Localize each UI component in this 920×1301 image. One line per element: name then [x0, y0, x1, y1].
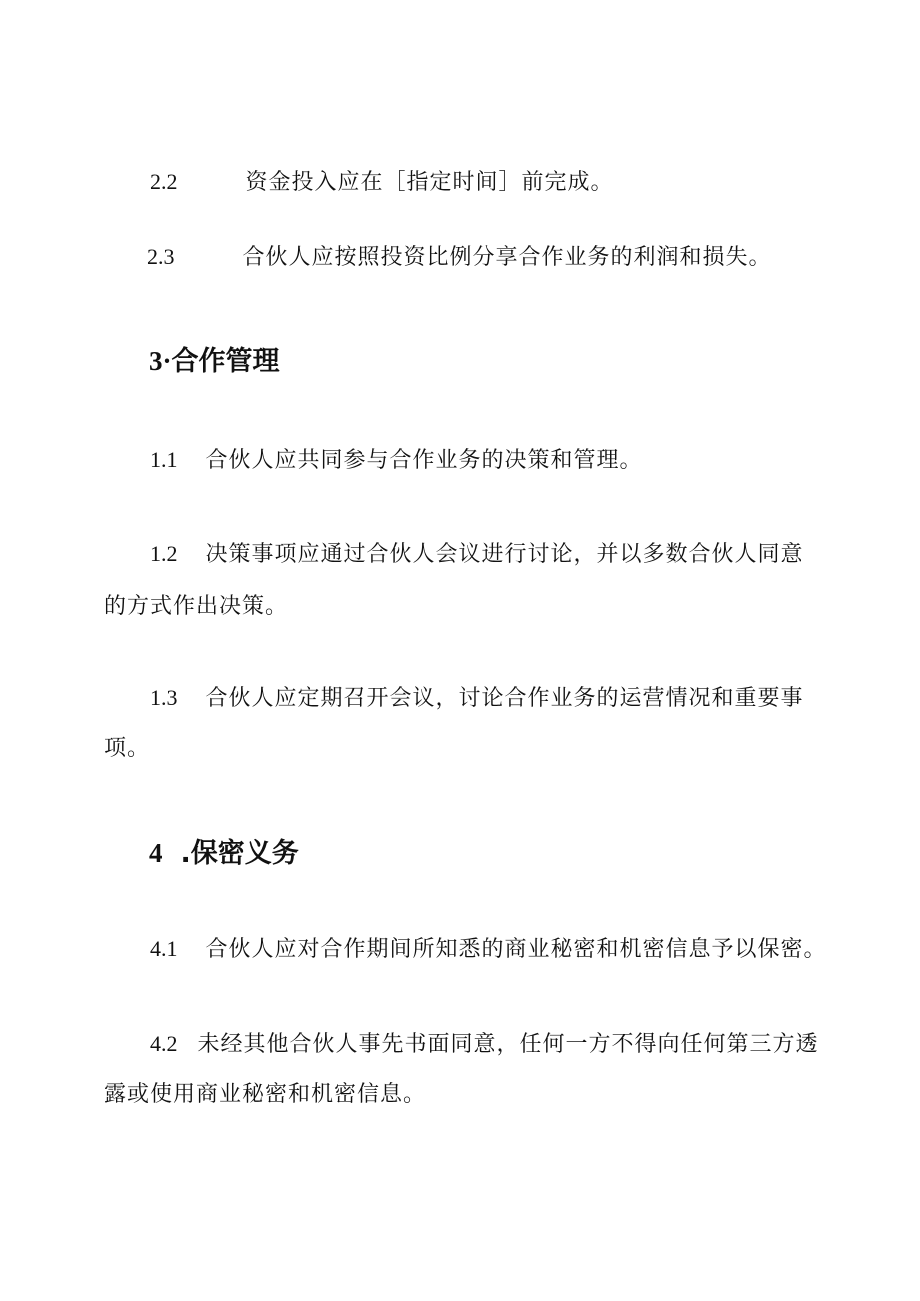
clause-text: 项。	[104, 736, 151, 761]
clause-text: 合伙人应共同参与合作业务的决策和管理。	[205, 448, 643, 473]
clause-number: 4.2	[150, 1031, 178, 1056]
clause-1-1	[150, 445, 643, 476]
clause-2-3	[147, 242, 772, 273]
clause-1-3	[150, 683, 804, 714]
clause-text: 合伙人应定期召开会议，讨论合作业务的运营情况和重要事	[205, 686, 804, 711]
section-title: .保密义务	[180, 838, 299, 869]
clause-1-2	[150, 539, 804, 570]
clause-2-2	[150, 167, 614, 198]
clause-number: 1.1	[150, 447, 178, 472]
clause-number: 1.3	[150, 685, 178, 710]
clause-number: 4.1	[150, 936, 178, 961]
clause-text: 的方式作出决策。	[104, 594, 289, 619]
clause-text: 合伙人应按照投资比例分享合作业务的利润和损失。	[242, 245, 772, 270]
clause-text: 未经其他合伙人事先书面同意，任何一方不得向任何第三方透	[197, 1032, 819, 1057]
clause-4-2	[150, 1029, 819, 1060]
clause-1-3-continuation	[104, 734, 150, 764]
clause-1-2-continuation	[104, 592, 288, 622]
section-heading-4	[149, 836, 299, 871]
clause-text: 决策事项应通过合伙人会议进行讨论，并以多数合伙人同意	[205, 542, 804, 567]
section-number: 4	[149, 838, 163, 868]
clause-4-2-continuation	[104, 1080, 426, 1110]
clause-text: 合伙人应对合作期间所知悉的商业秘密和机密信息予以保密。	[205, 937, 827, 962]
clause-text: 露或使用商业秘密和机密信息。	[104, 1082, 427, 1107]
clause-text: 资金投入应在［指定时间］前完成。	[245, 170, 614, 195]
clause-number: 2.2	[150, 169, 178, 194]
section-heading-3	[149, 344, 280, 379]
clause-4-1	[150, 934, 827, 965]
clause-number: 1.2	[150, 541, 178, 566]
section-title: 合作管理	[171, 346, 280, 377]
clause-number: 2.3	[147, 244, 175, 269]
section-number: 3·	[149, 346, 172, 376]
